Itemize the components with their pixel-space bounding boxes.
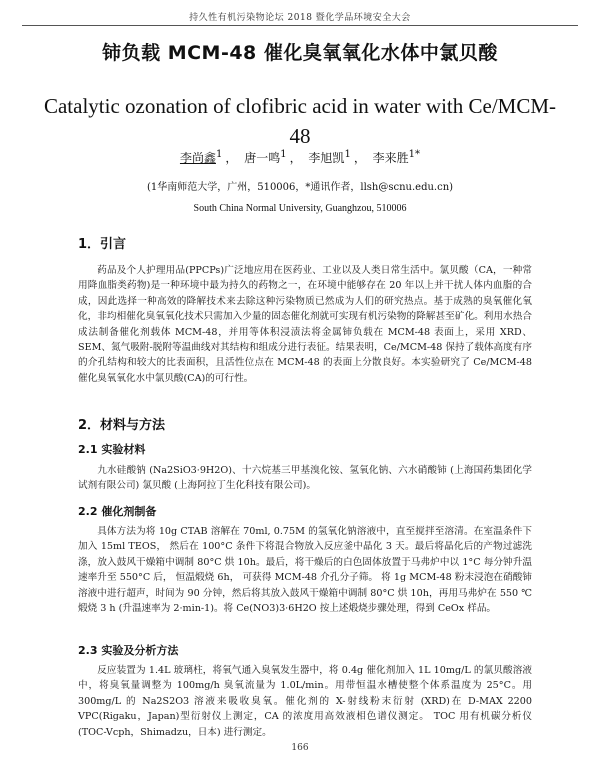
english-title: Catalytic ozonation of clofibric acid in water with Ce/MCM-48 — [43, 94, 557, 148]
analysis-paragraph: 反应装置为 1.4L 玻璃柱，将氧气通入臭氧发生器中，将 0.4g 催化剂加入 1L 10mg/L 的氯贝酸溶液中，将臭氧量调整为 100mg/h 臭氧流量为 1.0L/min。用带恒温水槽使整个体系温度为 25°C。用 300mg/L 的 Na2S2O3 溶液来吸收臭氧。催化剂的 X-射线粉末衍射 (XRD)在 D-MAX 2200 VPC(Rigaku，Japan)型衍射仪上测定，CA 的浓度用高效液相色谱仪测定。 TOC 用有机碳分析仪 (TOC-Vcph，Shimadzu，日本) 进行测定。 — [78, 665, 532, 738]
author-name: 李尚鑫 — [179, 151, 216, 165]
author-name: 唐一鸣 — [244, 151, 281, 165]
author-name: 李旭凯 — [308, 151, 345, 165]
author-separator: ， — [225, 151, 238, 165]
author-affil-mark: 1 — [280, 149, 287, 160]
page-number: 166 — [291, 743, 309, 753]
author-4 — [373, 151, 420, 165]
section-heading-intro: 1．引言 — [78, 237, 127, 252]
subsection-heading-materials: 2.1 实验材料 — [78, 443, 146, 456]
materials-paragraph: 九水硅酸钠 (Na2SiO3·9H2O)、十六烷基三甲基溴化铵、氢氧化钠、六水硝酸铈 (上海国药集团化学试剂有限公司) 氯贝酸 (上海阿拉丁生化科技有限公司)。 — [78, 465, 532, 492]
header-rule — [22, 25, 578, 26]
author-2 — [244, 151, 286, 165]
subsection-heading-catalyst: 2.2 催化剂制备 — [78, 505, 157, 518]
author-affil-mark: 1* — [408, 149, 421, 160]
section-heading-methods: 2．材料与方法 — [78, 418, 166, 433]
author-separator: ， — [353, 151, 366, 165]
author-name: 李来胜 — [372, 151, 409, 165]
chinese-title: 铈负载 MCM-48 催化臭氧氧化水体中氯贝酸 — [102, 42, 498, 64]
intro-paragraph: 药品及个人护理用品(PPCPs)广泛地应用在医药业、工业以及人类日常生活中。氯贝酸（CA，一种常用降血脂类药物)是一种环境中最为持久的药物之一，在环境中能够存在 20 年以上并干扰人体内血脂的合成，因此选择一种高效的降解技术来去除这种污染物质已然成为人们的研究热点。基于成熟的臭氧催化氧化，非均相催化臭氧氧化技术只需加入少量的固态催化剂就可实现有机污染物的降解甚至矿化。利用水热合成法制备催化剂载体 MCM-48，并用等体积浸渍法将金属铈负载在 MCM-48 表面上，采用 XRD、SEM、氮气吸附-脱附等温曲线对其结构和组成分进行表征。结果表明，Ce/MCM-48 保持了载体高度有序的介孔结构和较大的比表面积，且活性位点在 MCM-48 的表面上分散良好。本实验研究了 Ce/MCM-48 催化臭氧氧化水中氯贝酸(CA)的可行性。 — [78, 265, 532, 384]
catalyst-paragraph: 具体方法为将 10g CTAB 溶解在 70ml, 0.75M 的氢氧化钠溶液中，直至搅拌至溶清。在室温条件下加入 15ml TEOS， 然后在 100°C 条件下将混合物放入反应釜中晶化 3 天。最后将晶化后的产物过滤洗涤，放入鼓风干燥箱中调制 80°C 烘 10h。最后，将干燥后的白色固体放置于马弗炉中以 1°C 每分钟升温速率升至 550°C 后， 恒温煅烧 6h， 可获得 MCM-48 介孔分子筛。 将 1g MCM-48 粉末浸泡在硝酸铈溶液中进行超声，时间为 90 分钟，然后将其放入鼓风干燥箱中调制 80°C 烘 10h，再用马弗炉在 550 ℃煅烧 3 h (升温速率为 2·min-1)。将 Ce(NO3)3·6H2O 按上述煅烧步骤处理，得到 CeOx 样品。 — [78, 526, 532, 615]
author-3 — [308, 151, 350, 165]
author-1 — [180, 151, 222, 165]
running-header: 持久性有机污染物论坛 2018 暨化学品环境安全大会 — [189, 13, 411, 23]
affiliation-cn: (1华南师范大学，广州，510006，*通讯作者，llsh@scnu.edu.cn) — [146, 182, 454, 193]
affiliation-en: South China Normal University, Guanghzou, 510006 — [193, 203, 407, 214]
author-affil-mark: 1 — [344, 149, 351, 160]
author-list — [0, 149, 600, 166]
subsection-heading-analysis: 2.3 实验及分析方法 — [78, 644, 179, 657]
author-separator: ， — [289, 151, 302, 165]
author-affil-mark: 1 — [215, 149, 223, 160]
